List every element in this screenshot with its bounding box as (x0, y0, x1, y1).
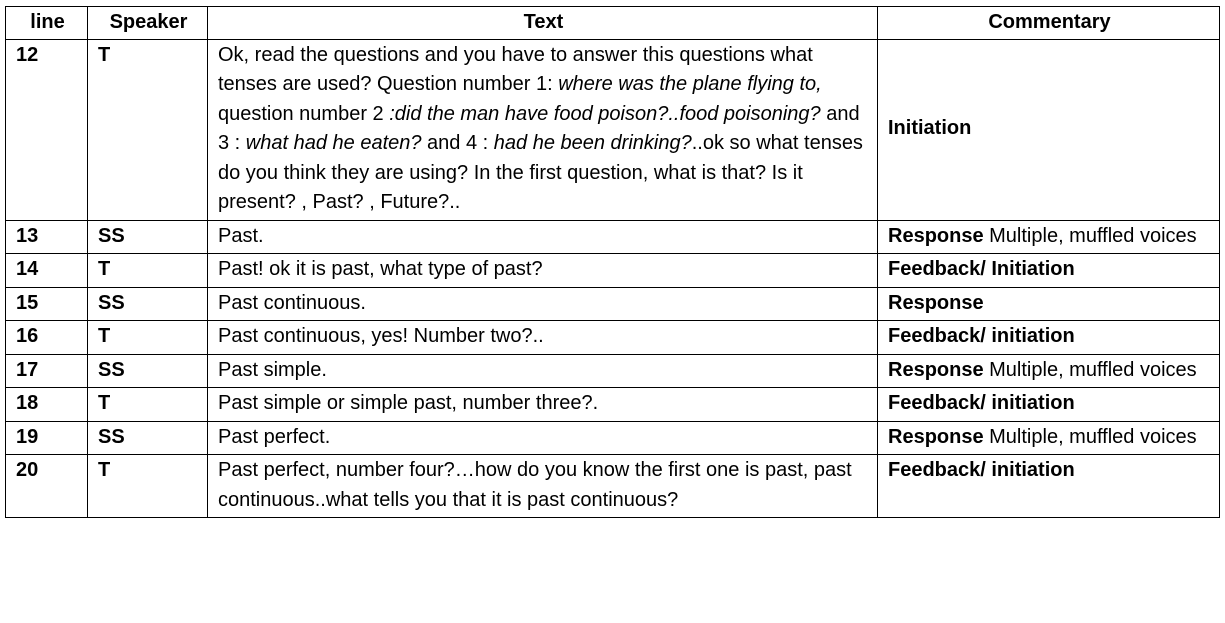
commentary-tag: Feedback/ initiation (888, 392, 1075, 414)
text-segment: question number 2 (218, 102, 390, 125)
line-number: 13 (6, 220, 88, 254)
line-number: 18 (6, 388, 88, 422)
speaker-cell: SS (88, 287, 208, 321)
speaker-cell: SS (88, 220, 208, 254)
header-text: Text (208, 7, 878, 40)
text-segment-italic: what had he eaten? (245, 132, 422, 154)
utterance-text (208, 39, 878, 220)
line-number: 14 (6, 254, 88, 288)
text-segment: ..ok so what tenses do you think they are using? In the first question, what is that? Is it present? , Past? , Future?.. (218, 132, 863, 213)
text-segment: Ok, read the questions and you have to answer this questions what tenses are used? Question number 1: (218, 43, 813, 95)
commentary-cell (878, 388, 1220, 422)
table-row (6, 254, 1220, 288)
commentary-tag: Initiation (888, 117, 972, 140)
utterance-text: Past perfect, number four?…how do you know the first one is past, past continuous..what tells you that it is past continuous? (208, 455, 878, 518)
table-row (6, 388, 1220, 422)
commentary-tag: Response (888, 291, 984, 314)
speaker-cell: SS (88, 354, 208, 388)
commentary-cell (878, 321, 1220, 355)
table-row (6, 39, 1220, 220)
text-segment: and 3 : (218, 102, 860, 154)
line-number: 19 (6, 421, 88, 455)
utterance-text: Past simple or simple past, number three?. (208, 388, 878, 422)
utterance-text: Past continuous. (208, 287, 878, 321)
commentary-note: Multiple, muffled voices (983, 425, 1197, 448)
commentary-cell (878, 220, 1220, 254)
utterance-text: Past simple. (208, 354, 878, 388)
line-number: 20 (6, 455, 88, 518)
commentary-tag: Response (888, 358, 984, 381)
text-segment: and 4 : (421, 132, 494, 154)
utterance-text: Past perfect. (208, 421, 878, 455)
commentary-cell (878, 455, 1220, 518)
line-number: 17 (6, 354, 88, 388)
commentary-cell (878, 287, 1220, 321)
header-commentary: Commentary (878, 7, 1220, 40)
speaker-cell: T (88, 388, 208, 422)
commentary-tag: Feedback/ initiation (888, 459, 1075, 481)
table-row (6, 421, 1220, 455)
text-segment-italic: had he been drinking? (493, 132, 692, 154)
commentary-tag: Response (888, 425, 984, 448)
utterance-text: Past! ok it is past, what type of past? (208, 254, 878, 288)
text-segment-italic: :did the man have food poison?..food poisoning? (389, 102, 821, 125)
speaker-cell: T (88, 39, 208, 220)
commentary-tag: Feedback/ Initiation (888, 258, 1075, 280)
table-row (6, 220, 1220, 254)
commentary-note: Multiple, muffled voices (983, 358, 1197, 381)
commentary-cell (878, 254, 1220, 288)
header-speaker: Speaker (88, 7, 208, 40)
commentary-note: Multiple, muffled voices (983, 224, 1197, 247)
text-segment-italic: where was the plane flying to, (558, 73, 822, 95)
header-row (6, 7, 1220, 40)
commentary-cell (878, 354, 1220, 388)
line-number: 16 (6, 321, 88, 355)
table-row (6, 455, 1220, 518)
speaker-cell: T (88, 321, 208, 355)
speaker-cell: T (88, 254, 208, 288)
commentary-tag: Feedback/ initiation (888, 325, 1075, 347)
table-row (6, 287, 1220, 321)
utterance-text: Past. (208, 220, 878, 254)
commentary-tag: Response (888, 224, 984, 247)
speaker-cell: SS (88, 421, 208, 455)
line-number: 12 (6, 39, 88, 220)
transcript-table (5, 6, 1220, 518)
commentary-cell (878, 421, 1220, 455)
utterance-text: Past continuous, yes! Number two?.. (208, 321, 878, 355)
speaker-cell: T (88, 455, 208, 518)
commentary-cell (878, 39, 1220, 220)
header-line: line (6, 7, 88, 40)
table-row (6, 321, 1220, 355)
line-number: 15 (6, 287, 88, 321)
table-row (6, 354, 1220, 388)
